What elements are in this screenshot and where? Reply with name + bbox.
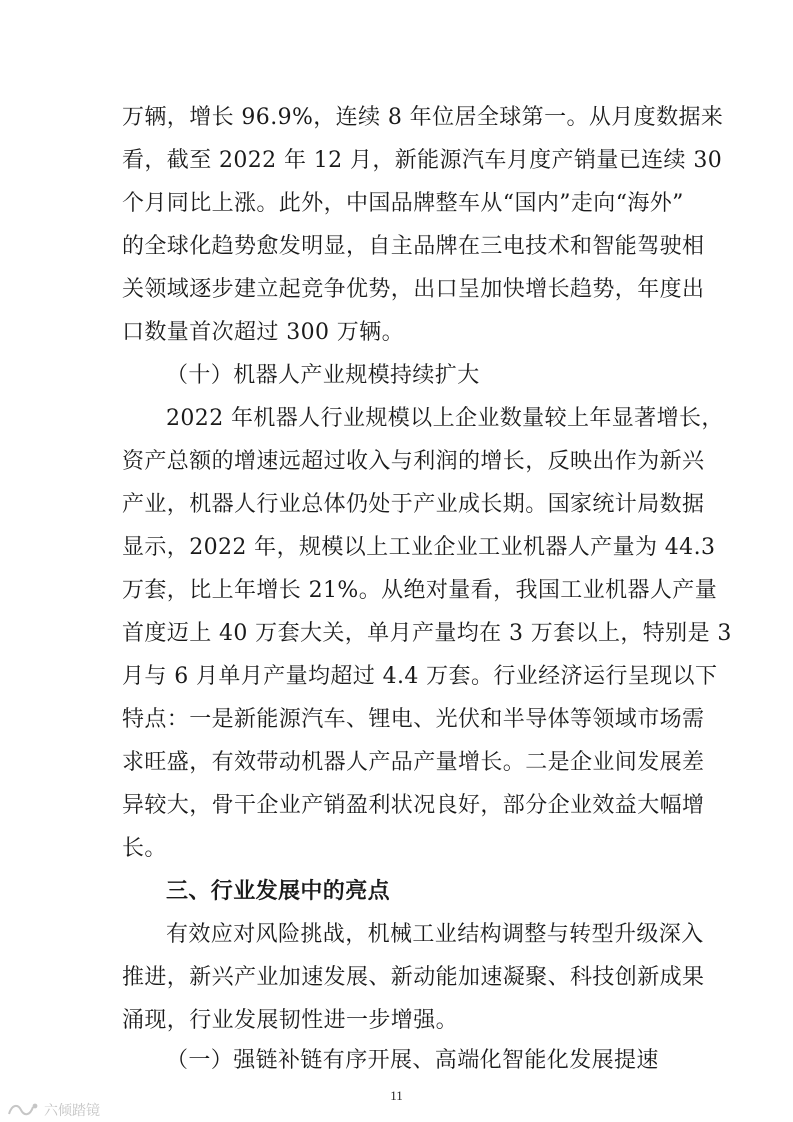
paragraph-line: 口数量首次超过 300 万辆。: [122, 320, 404, 345]
paragraph-line: 长。: [122, 836, 167, 861]
paragraph-line: 的全球化趋势愈发明显，自主品牌在三电技术和智能驾驶相: [122, 234, 705, 259]
paragraph-line: 万辆，增长 96.9%，连续 8 年位居全球第一。从月度数据来: [122, 105, 724, 130]
paragraph-line: 产业，机器人行业总体仍处于产业成长期。国家统计局数据: [122, 492, 705, 517]
paragraph-line: 异较大，骨干企业产销盈利状况良好，部分企业效益大幅增: [122, 793, 705, 818]
paragraph-line: 求旺盛，有效带动机器人产品产量增长。二是企业间发展差: [122, 750, 705, 775]
paragraph-line: 涌现，行业发展韧性进一步增强。: [122, 1008, 459, 1033]
paragraph-line: 个月同比上涨。此外，中国品牌整车从“国内”走向“海外”: [122, 191, 684, 216]
page-number: 11: [390, 1088, 403, 1103]
paragraph-line: 有效应对风险挑战，机械工业结构调整与转型升级深入: [166, 922, 704, 947]
section-subheading: （一）强链补链有序开展、高端化智能化发展提速: [166, 1048, 659, 1073]
paragraph-line: 推进，新兴产业加速发展、新动能加速凝聚、科技创新成果: [122, 965, 705, 990]
section-subheading: （十）机器人产业规模持续扩大: [166, 363, 480, 388]
paragraph-line: 2022 年机器人行业规模以上企业数量较上年显著增长，: [166, 406, 724, 431]
section-heading: 三、行业发展中的亮点: [166, 879, 391, 904]
paragraph-line: 看，截至 2022 年 12 月，新能源汽车月度产销量已连续 30: [122, 148, 723, 173]
watermark-text: 六倾踏镜: [44, 1103, 100, 1119]
paragraph-line: 月与 6 月单月产量均超过 4.4 万套。行业经济运行呈现以下: [122, 664, 718, 689]
watermark-logo-icon: [6, 1101, 40, 1119]
paragraph-line: 万套，比上年增长 21%。从绝对量看，我国工业机器人产量: [122, 578, 718, 603]
paragraph-line: 首度迈上 40 万套大关，单月产量均在 3 万套以上，特别是 3: [122, 621, 732, 646]
watermark: [6, 1100, 100, 1120]
paragraph-line: 显示，2022 年，规模以上工业企业工业机器人产量为 44.3: [122, 535, 716, 560]
paragraph-line: 关领域逐步建立起竞争优势，出口呈加快增长趋势，年度出: [122, 277, 705, 302]
paragraph-line: 资产总额的增速远超过收入与利润的增长，反映出作为新兴: [122, 449, 705, 474]
paragraph-line: 特点：一是新能源汽车、锂电、光伏和半导体等领域市场需: [122, 707, 705, 732]
